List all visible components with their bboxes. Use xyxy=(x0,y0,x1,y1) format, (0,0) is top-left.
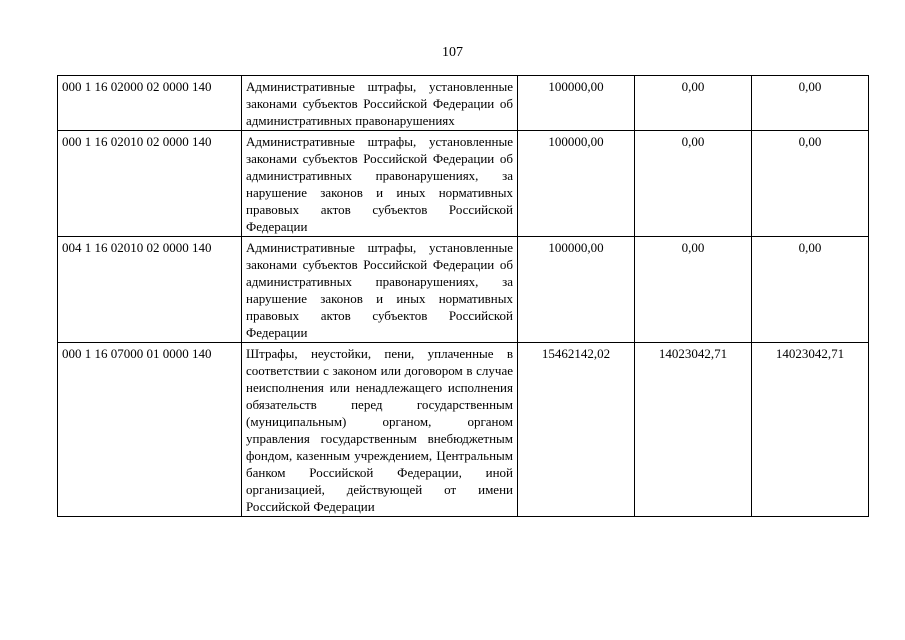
amount-second-column: 14023042,71 xyxy=(635,343,752,517)
amount-third-column: 0,00 xyxy=(752,131,869,237)
amount-first-column: 15462142,02 xyxy=(518,343,635,517)
budget-classification-code: 000 1 16 02010 02 0000 140 xyxy=(58,131,242,237)
table-row xyxy=(58,237,869,343)
amount-third-column: 0,00 xyxy=(752,237,869,343)
amount-second-column: 0,00 xyxy=(635,76,752,131)
amount-first-column: 100000,00 xyxy=(518,76,635,131)
amount-second-column: 0,00 xyxy=(635,131,752,237)
revenue-description: Административные штрафы, установленные законами субъектов Российской Федерации об административных правонарушениях, за нарушение законов и иных нормативных правовых актов субъектов Российской Федерации xyxy=(242,131,518,237)
amount-third-column: 0,00 xyxy=(752,76,869,131)
table-row xyxy=(58,76,869,131)
amount-first-column: 100000,00 xyxy=(518,131,635,237)
page-number: 107 xyxy=(442,45,463,60)
amount-second-column: 0,00 xyxy=(635,237,752,343)
budget-classification-code: 004 1 16 02010 02 0000 140 xyxy=(58,237,242,343)
amount-third-column: 14023042,71 xyxy=(752,343,869,517)
table-row xyxy=(58,343,869,517)
amount-first-column: 100000,00 xyxy=(518,237,635,343)
table-row xyxy=(58,131,869,237)
budget-classification-code: 000 1 16 02000 02 0000 140 xyxy=(58,76,242,131)
revenue-description: Административные штрафы, установленные законами субъектов Российской Федерации об административных правонарушениях, за нарушение законов и иных нормативных правовых актов субъектов Российской Федерации xyxy=(242,237,518,343)
revenue-description: Штрафы, неустойки, пени, уплаченные в соответствии с законом или договором в случае неисполнения или ненадлежащего исполнения обязательств перед государственным (муниципальным) органом, органом управления государственным внебюджетным фондом, казенным учреждением, Центральным банком Российской Федерации, иной организацией, действующей от имени Российской Федерации xyxy=(242,343,518,517)
revenue-description: Административные штрафы, установленные законами субъектов Российской Федерации об административных правонарушениях xyxy=(242,76,518,131)
budget-classification-code: 000 1 16 07000 01 0000 140 xyxy=(58,343,242,517)
budget-revenue-table xyxy=(57,75,869,517)
